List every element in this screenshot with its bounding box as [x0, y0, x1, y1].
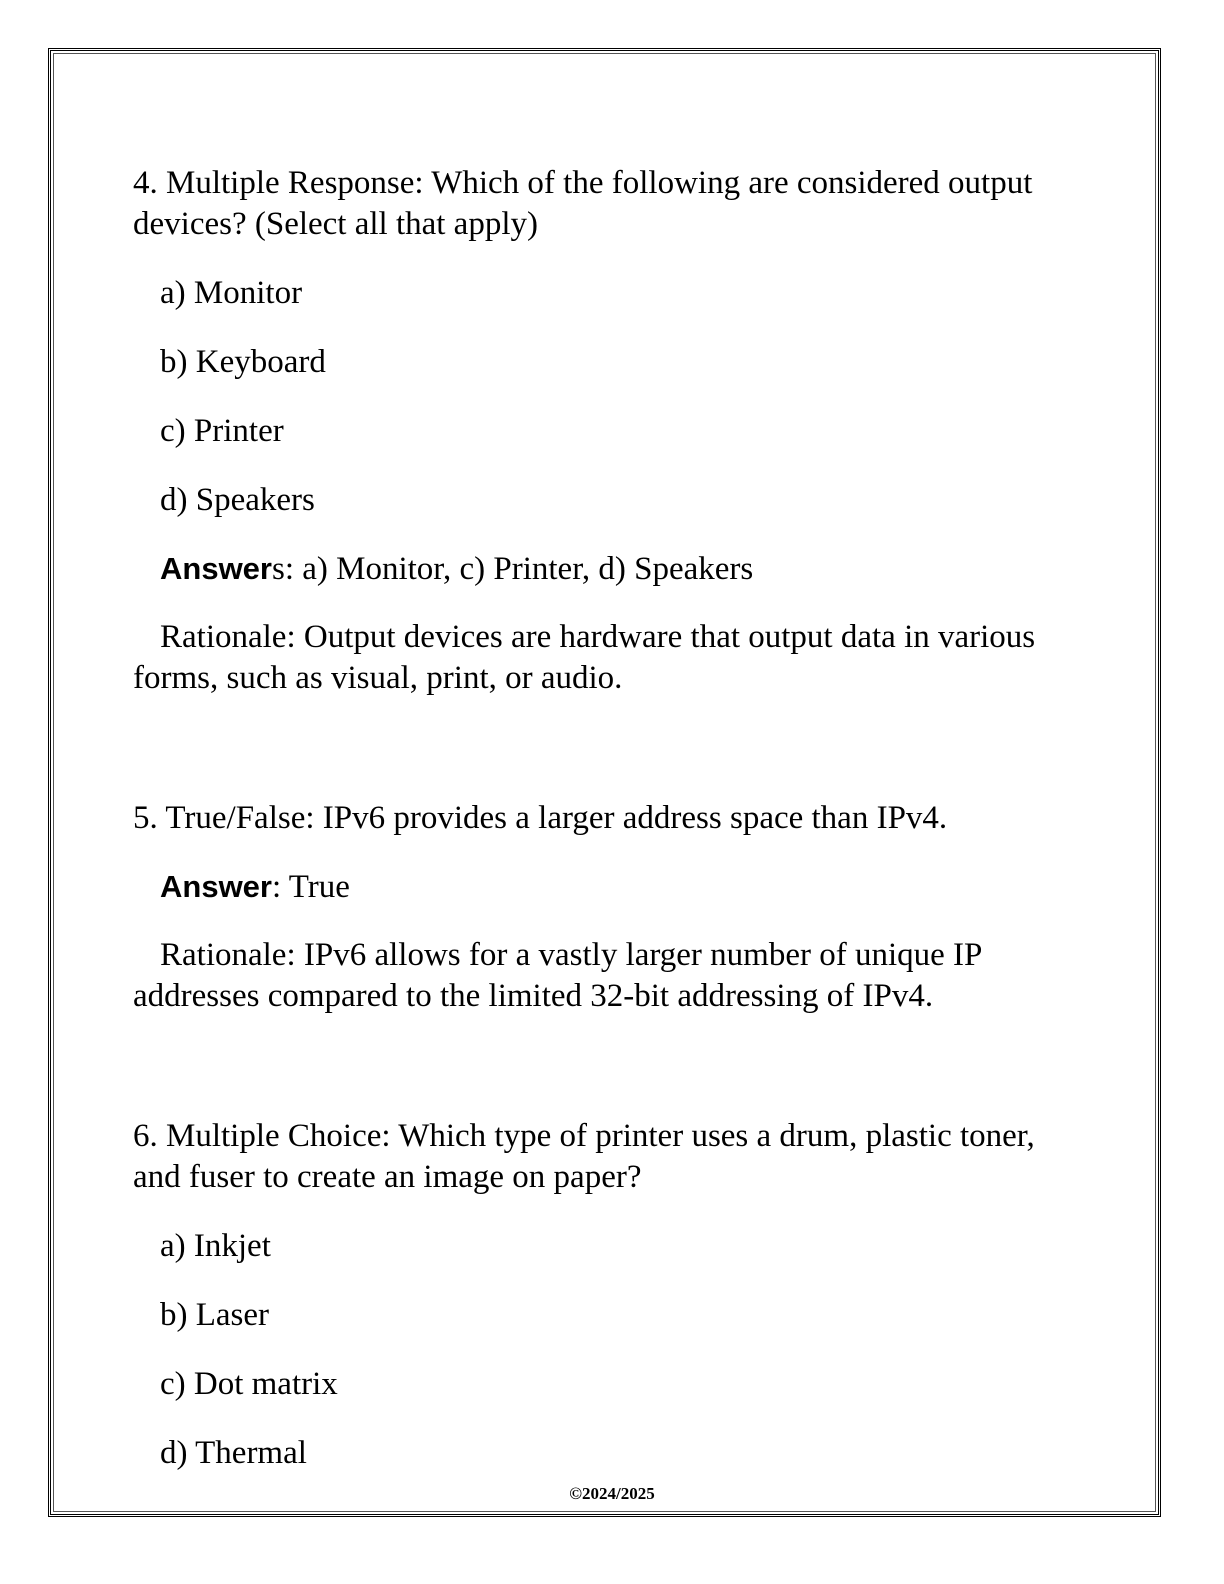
- question-5-rationale: Rationale: IPv6 allows for a vastly larger number of unique IP addresses compared to the limited 32-bit addressing of IPv4.: [133, 937, 982, 1014]
- question-4-rationale: Rationale: Output devices are hardware that output data in various forms, such as visual, print, or audio.: [133, 619, 1036, 696]
- question-4: [133, 163, 1063, 699]
- question-5-answer: [133, 866, 1063, 908]
- answer-text: s: a) Monitor, c) Printer, d) Speakers: [271, 551, 754, 587]
- question-6-option-b: b) Laser: [160, 1297, 270, 1333]
- question-6: [133, 1116, 1063, 1474]
- answer-text: : True: [271, 869, 350, 905]
- copyright-footer: ©2024/2025: [569, 1484, 655, 1503]
- question-6-option-d: d) Thermal: [160, 1435, 307, 1471]
- question-5-text: 5. True/False: IPv6 provides a larger address space than IPv4.: [133, 800, 948, 836]
- question-4-option-c: c) Printer: [160, 413, 284, 449]
- question-4-option-b: b) Keyboard: [160, 344, 326, 380]
- question-4-option-d: d) Speakers: [160, 482, 315, 518]
- question-6-option-a: a) Inkjet: [160, 1228, 271, 1264]
- question-5: [133, 798, 1063, 1017]
- question-4-text: 4. Multiple Response: Which of the following are considered output devices? (Select all that apply): [133, 165, 1033, 242]
- answer-label: Answer: [160, 551, 272, 586]
- question-4-answer: [133, 548, 1063, 590]
- question-4-option-a: a) Monitor: [160, 275, 303, 311]
- document-content: [133, 163, 1063, 1474]
- answer-label: Answer: [160, 869, 272, 904]
- question-6-text: 6. Multiple Choice: Which type of printer uses a drum, plastic toner, and fuser to create an image on paper?: [133, 1118, 1035, 1195]
- question-6-option-c: c) Dot matrix: [160, 1366, 338, 1402]
